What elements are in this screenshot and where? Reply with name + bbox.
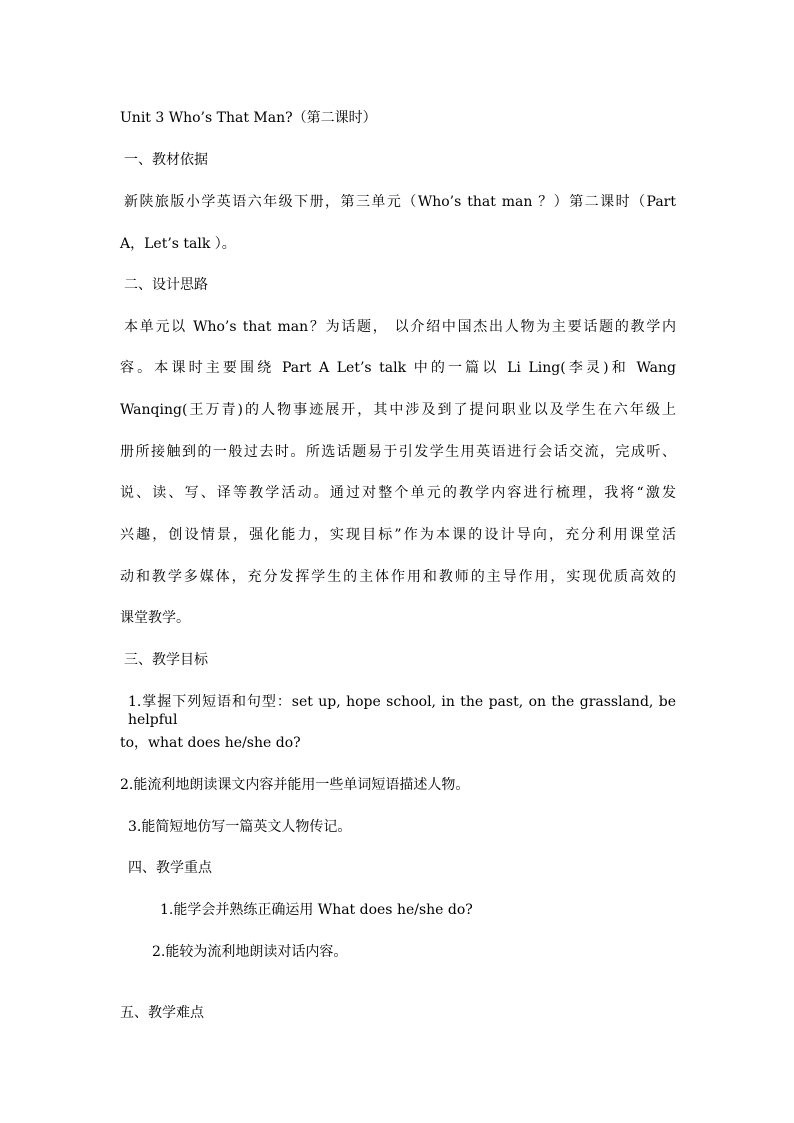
paragraph-line: Wanqing(王万青)的人物事迹展开，其中涉及到了提问职业以及学生在六年级上 bbox=[120, 402, 676, 418]
section-heading-5: 五、教学难点 bbox=[120, 1005, 204, 1021]
list-item: 2.能较为流利地朗读对话内容。 bbox=[152, 944, 348, 960]
section-heading-3: 三、教学目标 bbox=[124, 652, 208, 668]
paragraph-line: 兴趣，创设情景，强化能力，实现目标”作为本课的设计导向，充分利用课堂活 bbox=[120, 527, 676, 543]
paragraph-line: 课堂教学。 bbox=[120, 610, 190, 626]
section-heading-2: 二、设计思路 bbox=[124, 277, 208, 293]
list-item: 2.能流利地朗读课文内容并能用一些单词短语描述人物。 bbox=[120, 777, 470, 793]
paragraph-line: 新陕旅版小学英语六年级下册，第三单元（Who’s that man ？）第二课时（Part bbox=[124, 194, 676, 210]
list-item: 1.能学会并熟练正确运用 What does he/she do? bbox=[160, 902, 473, 918]
paragraph-line: 本单元以 Who’s that man？为话题， 以介绍中国杰出人物为主要话题的教学内 bbox=[124, 319, 676, 335]
paragraph-line: 动和教学多媒体，充分发挥学生的主体作用和教师的主导作用，实现优质高效的 bbox=[120, 569, 676, 585]
list-item-continuation: to，what does he/she do? bbox=[120, 735, 301, 751]
paragraph-line: A，Let’s talk ）。 bbox=[120, 236, 236, 252]
paragraph-line: 容。本课时主要围绕 Part A Let’s talk 中的一篇以 Li Ling(李灵)和 Wang bbox=[120, 360, 676, 376]
list-item: 3.能简短地仿写一篇英文人物传记。 bbox=[128, 819, 352, 835]
paragraph-line: 说、读、写、译等教学活动。通过对整个单元的教学内容进行梳理，我将“激发 bbox=[120, 485, 676, 501]
list-item: 1.掌握下列短语和句型：set up, hope school, in the past, on the grassland, be helpful bbox=[128, 694, 676, 728]
document-title: Unit 3 Who’s That Man?（第二课时） bbox=[120, 110, 377, 126]
section-heading-1: 一、教材依据 bbox=[124, 152, 208, 168]
paragraph-line: 册所接触到的一般过去时。所选话题易于引发学生用英语进行会话交流，完成听、 bbox=[120, 444, 676, 460]
section-heading-4: 四、教学重点 bbox=[128, 860, 212, 876]
